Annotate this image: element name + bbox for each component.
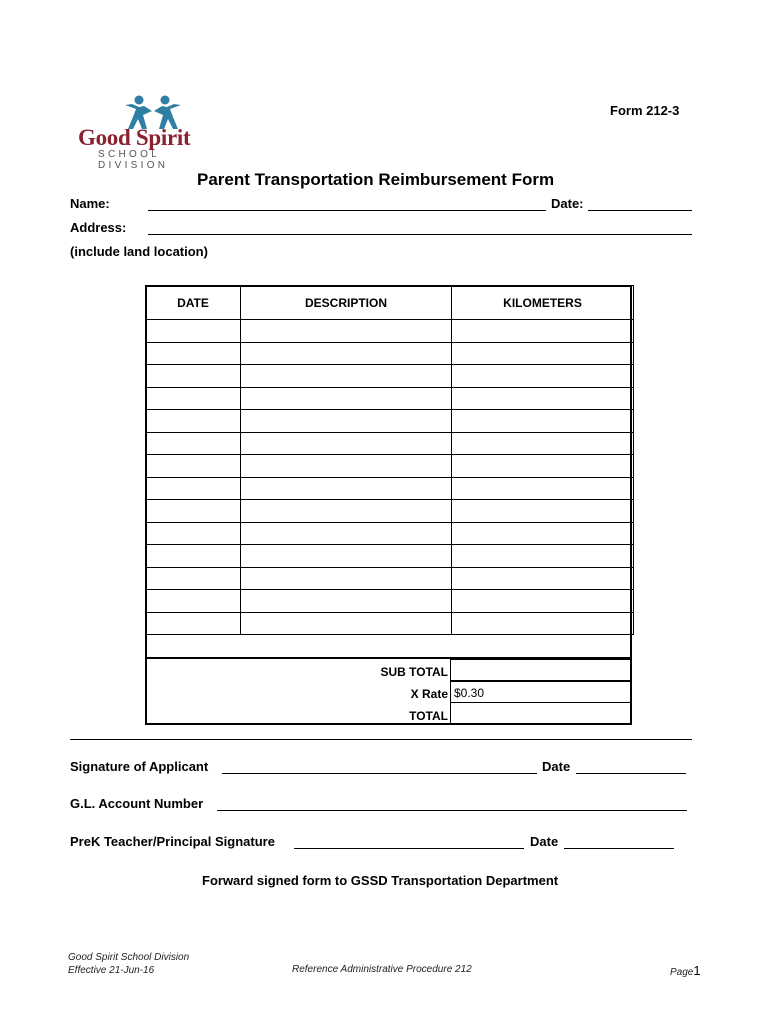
rate-label: X Rate xyxy=(410,687,448,701)
subtotal-label: SUB TOTAL xyxy=(380,665,448,679)
rate-field xyxy=(450,681,631,703)
description-cell[interactable] xyxy=(241,477,452,500)
name-label: Name: xyxy=(70,196,110,211)
table-row xyxy=(146,432,634,455)
teacher-signature-label: PreK Teacher/Principal Signature xyxy=(70,834,275,849)
column-header-kilometers: KILOMETERS xyxy=(452,286,634,320)
applicant-date-label: Date xyxy=(542,759,571,774)
footer-page xyxy=(670,962,701,980)
description-cell[interactable] xyxy=(241,387,452,410)
forward-note: Forward signed form to GSSD Transportation Department xyxy=(202,873,559,888)
footer-reference: Reference Administrative Procedure 212 xyxy=(292,964,472,975)
table-row xyxy=(146,455,634,478)
date-cell[interactable] xyxy=(146,365,241,388)
teacher-date-field[interactable] xyxy=(564,848,674,849)
date-cell[interactable] xyxy=(146,567,241,590)
table-row xyxy=(146,365,634,388)
date-cell[interactable] xyxy=(146,432,241,455)
date-cell[interactable] xyxy=(146,342,241,365)
description-cell[interactable] xyxy=(241,567,452,590)
table-row xyxy=(146,567,634,590)
footer-effective: Effective 21-Jun-16 xyxy=(68,965,155,976)
description-cell[interactable] xyxy=(241,545,452,568)
kilometers-cell[interactable] xyxy=(452,320,634,343)
date-cell[interactable] xyxy=(146,410,241,433)
separator-line xyxy=(70,739,692,740)
date-cell[interactable] xyxy=(146,477,241,500)
table-row xyxy=(146,590,634,613)
name-field[interactable] xyxy=(148,210,546,211)
kilometers-cell[interactable] xyxy=(452,455,634,478)
footer-org: Good Spirit School Division xyxy=(68,952,190,963)
table-row xyxy=(146,612,634,635)
table-row xyxy=(146,500,634,523)
table-row xyxy=(146,387,634,410)
kilometers-cell[interactable] xyxy=(452,522,634,545)
address-label: Address: xyxy=(70,220,127,235)
date-label: Date: xyxy=(551,196,584,211)
date-cell[interactable] xyxy=(146,455,241,478)
gl-account-field[interactable] xyxy=(217,810,687,811)
description-cell[interactable] xyxy=(241,590,452,613)
mileage-table xyxy=(145,285,634,635)
table-row xyxy=(146,410,634,433)
logo xyxy=(78,95,218,171)
kilometers-cell[interactable] xyxy=(452,545,634,568)
form-number: Form 212-3 xyxy=(610,103,680,118)
date-cell[interactable] xyxy=(146,320,241,343)
description-cell[interactable] xyxy=(241,410,452,433)
logo-name: Good Spirit xyxy=(78,125,191,150)
date-cell[interactable] xyxy=(146,387,241,410)
kilometers-cell[interactable] xyxy=(452,432,634,455)
date-field[interactable] xyxy=(588,210,692,211)
total-field[interactable] xyxy=(450,703,452,725)
description-cell[interactable] xyxy=(241,455,452,478)
table-row xyxy=(146,477,634,500)
column-header-date: DATE xyxy=(146,286,241,320)
gl-account-label: G.L. Account Number xyxy=(70,796,204,811)
date-cell[interactable] xyxy=(146,500,241,523)
teacher-signature-field[interactable] xyxy=(294,848,524,849)
kilometers-cell[interactable] xyxy=(452,477,634,500)
summary-block xyxy=(145,659,632,725)
page-number: 1 xyxy=(693,963,701,978)
form-title: Parent Transportation Reimbursement Form xyxy=(197,170,555,189)
address-note: (include land location) xyxy=(70,244,208,259)
description-cell[interactable] xyxy=(241,522,452,545)
kilometers-cell[interactable] xyxy=(452,342,634,365)
kilometers-cell[interactable] xyxy=(452,590,634,613)
date-cell[interactable] xyxy=(146,612,241,635)
kilometers-cell[interactable] xyxy=(452,365,634,388)
kilometers-cell[interactable] xyxy=(452,500,634,523)
applicant-date-field[interactable] xyxy=(576,773,686,774)
summary-divider xyxy=(145,657,632,659)
description-cell[interactable] xyxy=(241,500,452,523)
page-label: Page xyxy=(670,967,694,978)
subtotal-field[interactable] xyxy=(450,659,631,681)
date-cell[interactable] xyxy=(146,545,241,568)
column-header-description: DESCRIPTION xyxy=(241,286,452,320)
rate-value: $0.30 xyxy=(454,686,485,700)
table-row xyxy=(146,320,634,343)
applicant-signature-label: Signature of Applicant xyxy=(70,759,209,774)
description-cell[interactable] xyxy=(241,320,452,343)
kilometers-cell[interactable] xyxy=(452,567,634,590)
description-cell[interactable] xyxy=(241,432,452,455)
total-label: TOTAL xyxy=(409,709,448,723)
teacher-date-label: Date xyxy=(530,834,559,849)
table-row xyxy=(146,522,634,545)
description-cell[interactable] xyxy=(241,365,452,388)
date-cell[interactable] xyxy=(146,590,241,613)
kilometers-cell[interactable] xyxy=(452,387,634,410)
description-cell[interactable] xyxy=(241,342,452,365)
table-header-row xyxy=(146,286,634,320)
kilometers-cell[interactable] xyxy=(452,612,634,635)
table-row xyxy=(146,545,634,568)
address-field[interactable] xyxy=(148,234,692,235)
date-cell[interactable] xyxy=(146,522,241,545)
kilometers-cell[interactable] xyxy=(452,410,634,433)
applicant-signature-field[interactable] xyxy=(222,773,537,774)
logo-subtitle: SCHOOL DIVISION xyxy=(98,149,169,171)
description-cell[interactable] xyxy=(241,612,452,635)
table-row xyxy=(146,342,634,365)
